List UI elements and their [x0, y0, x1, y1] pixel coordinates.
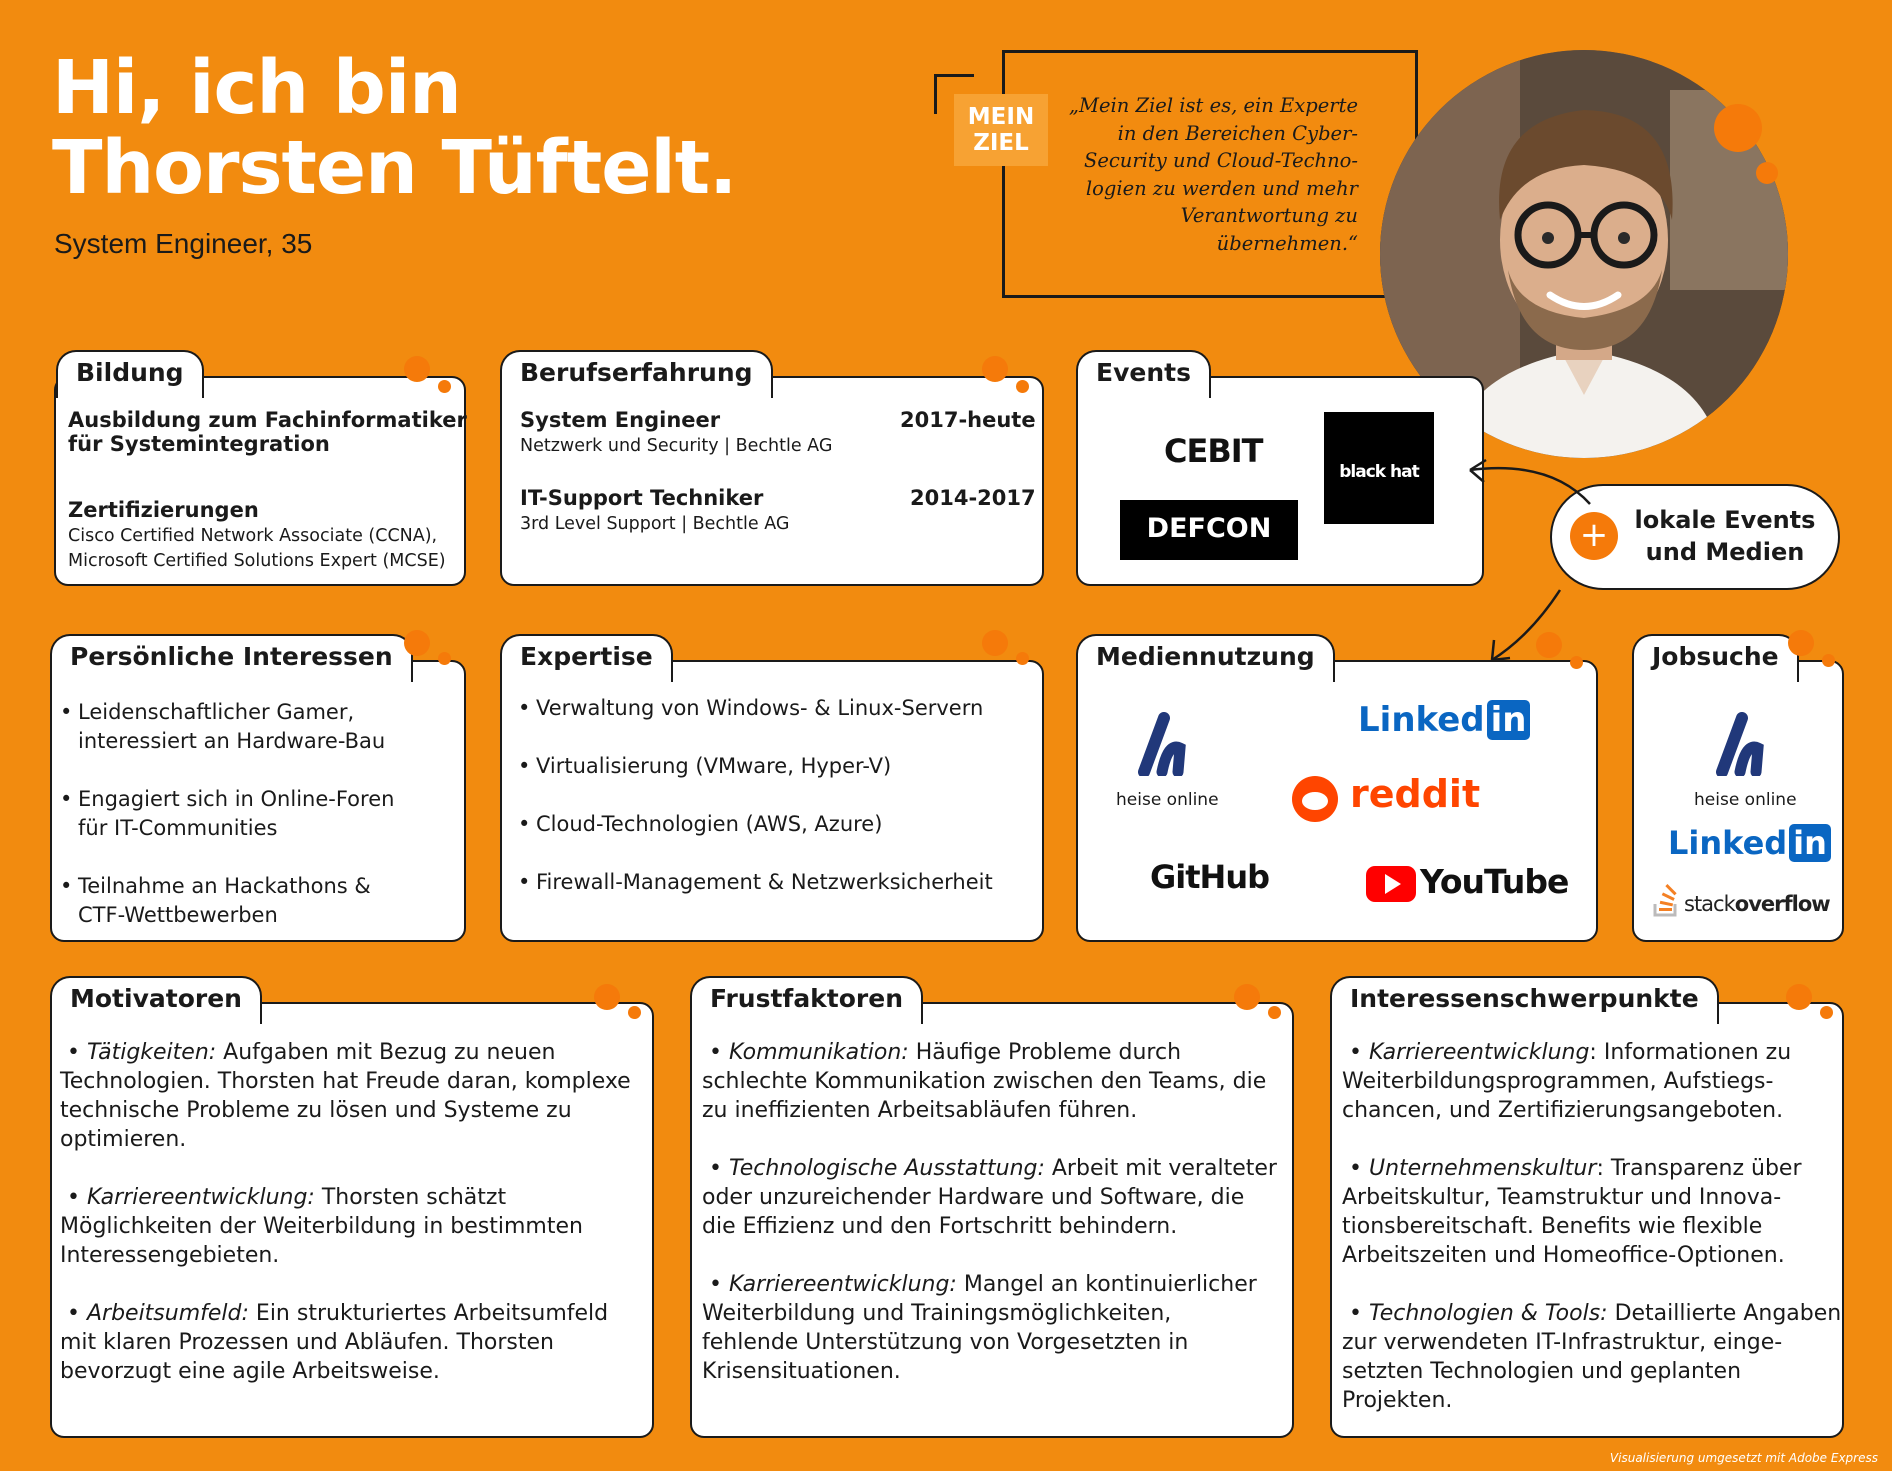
- bildung-cert-line: Microsoft Certified Solutions Expert (MCSE): [68, 551, 446, 571]
- decor-dot: [1756, 162, 1778, 184]
- decor-dot: [404, 630, 430, 656]
- list-item-line: CTF-Wettbewerben: [78, 903, 278, 927]
- decor-dot: [628, 1006, 641, 1019]
- interessen-list: [56, 698, 456, 930]
- bullet: •: [1342, 1040, 1369, 1065]
- bildung-degree: [68, 408, 467, 456]
- schwer-tab: Interessenschwerpunkte: [1330, 976, 1719, 1024]
- decor-dot: [1822, 654, 1835, 667]
- heise-icon: [1138, 712, 1192, 776]
- linkedin-in-badge: in: [1789, 824, 1831, 862]
- item-text: Ein strukturiertes Arbeitsumfeld: [248, 1301, 609, 1326]
- bildung-degree-line: Ausbildung zum Fachinformatiker: [68, 408, 467, 432]
- list-item-line: chancen, und Zertifizierungsangeboten.: [1342, 1098, 1784, 1123]
- decor-dot: [982, 630, 1008, 656]
- goal-tag-line-1: MEIN: [967, 104, 1035, 130]
- events-tab: Events: [1076, 350, 1211, 398]
- list-item-line: [60, 1038, 650, 1067]
- list-item-line: Möglichkeiten der Weiterbildung in bestimmten: [60, 1214, 583, 1239]
- job-detail: Netzwerk und Security | Bechtle AG: [520, 436, 833, 456]
- goal-tag: [954, 94, 1048, 166]
- frust-tab: Frustfaktoren: [690, 976, 923, 1024]
- heise-label: heise online: [1694, 790, 1797, 810]
- defcon-logo: [1120, 500, 1298, 560]
- blackhat-logo-text: black hat: [1339, 462, 1419, 482]
- list-item-line: technische Probleme zu lösen und Systeme zu: [60, 1098, 572, 1123]
- list-item-line: zu ineffizienten Arbeitsabläufen führen.: [702, 1098, 1138, 1123]
- schwer-list: [1342, 1038, 1842, 1415]
- decor-dot: [1786, 984, 1812, 1010]
- item-label: Technologien & Tools:: [1368, 1301, 1608, 1326]
- item-text: Arbeit mit veralteter: [1044, 1156, 1277, 1181]
- decor-dot: [1714, 104, 1762, 152]
- list-item-line: • Teilnahme an Hackathons &: [78, 874, 371, 898]
- list-item: [1342, 1154, 1842, 1270]
- youtube-logo: YouTube: [1420, 862, 1569, 901]
- job-role: IT-Support Techniker: [520, 486, 764, 510]
- list-item-line: Weiterbildung und Trainingsmöglichkeiten,: [702, 1301, 1172, 1326]
- list-item: [60, 1038, 650, 1154]
- decor-dot: [982, 356, 1008, 382]
- goal-quote-line: logien zu werden und mehr: [1085, 176, 1358, 200]
- list-item: • Firewall-Management & Netzwerksicherheit: [514, 868, 1034, 897]
- beruf-tab: Berufserfahrung: [500, 350, 773, 398]
- list-item: • Verwaltung von Windows- & Linux-Servern: [514, 694, 1034, 723]
- list-item-line: • Leidenschaftlicher Gamer,: [78, 700, 355, 724]
- lokale-line: und Medien: [1645, 538, 1805, 566]
- item-label: Tätigkeiten:: [86, 1040, 217, 1065]
- goal-quote: [1060, 92, 1358, 257]
- list-item-line: Interessengebieten.: [60, 1243, 280, 1268]
- subtitle: System Engineer, 35: [54, 228, 313, 259]
- heise-label: heise online: [1116, 790, 1219, 810]
- bullet: •: [702, 1040, 729, 1065]
- bildung-degree-line: für Systemintegration: [68, 432, 330, 456]
- stackoverflow-logo: [1684, 892, 1830, 916]
- item-label: Arbeitsumfeld:: [86, 1301, 249, 1326]
- defcon-logo-text: DEFCON: [1146, 513, 1272, 544]
- list-item-line: für IT-Communities: [78, 816, 278, 840]
- goal-tag-line-2: ZIEL: [973, 130, 1029, 156]
- title-line-2: Thorsten Tüftelt.: [52, 125, 737, 211]
- decor-dot: [438, 380, 451, 393]
- decor-dot: [1268, 1006, 1281, 1019]
- goal-quote-line: Verantwortung zu: [1180, 204, 1358, 227]
- goal-quote-line: in den Bereichen Cyber-: [1117, 121, 1358, 145]
- interessen-tab: Persönliche Interessen: [50, 634, 413, 682]
- item-text: : Transparenz über: [1596, 1156, 1802, 1181]
- item-label: Unternehmenskultur: [1368, 1156, 1597, 1181]
- item-text: Häufige Probleme durch: [908, 1040, 1182, 1065]
- connector-arrows: [1440, 440, 1620, 670]
- stackoverflow-text-2: overflow: [1734, 892, 1830, 916]
- list-item-line: mit klaren Prozessen und Abläufen. Thorsten: [60, 1330, 554, 1355]
- decor-dot: [1016, 652, 1029, 665]
- list-item: [60, 1183, 650, 1270]
- list-item-line: Technologien. Thorsten hat Freude daran, komplexe: [60, 1069, 631, 1094]
- linkedin-logo: [1358, 700, 1530, 740]
- expertise-tab: Expertise: [500, 634, 673, 682]
- list-item-line: [702, 1270, 1292, 1299]
- medien-tab: Mediennutzung: [1076, 634, 1335, 682]
- item-label: Kommunikation:: [728, 1040, 909, 1065]
- lokale-events-label: [1626, 504, 1824, 568]
- list-item: [60, 1299, 650, 1386]
- item-text: Aufgaben mit Bezug zu neuen: [216, 1040, 556, 1065]
- linkedin-text: Linked: [1358, 700, 1485, 740]
- list-item: [702, 1154, 1292, 1241]
- bullet: •: [702, 1156, 729, 1181]
- list-item-line: Weiterbildungsprogrammen, Aufstiegs-: [1342, 1069, 1774, 1094]
- list-item: [1342, 1038, 1842, 1125]
- bildung-tab: Bildung: [56, 350, 204, 398]
- list-item: [56, 785, 456, 843]
- list-item-line: [60, 1299, 650, 1328]
- frust-list: [702, 1038, 1292, 1386]
- decor-dot: [1016, 380, 1029, 393]
- bullet: •: [60, 1185, 87, 1210]
- decor-dot: [594, 984, 620, 1010]
- item-text: Thorsten schätzt: [314, 1185, 507, 1210]
- list-item-line: fehlende Unterstützung von Vorgesetzten in: [702, 1330, 1189, 1355]
- list-item-line: [60, 1183, 650, 1212]
- list-item-line: optimieren.: [60, 1127, 187, 1152]
- list-item-line: interessiert an Hardware-Bau: [78, 729, 386, 753]
- bullet: •: [60, 1301, 87, 1326]
- reddit-logo: reddit: [1350, 772, 1481, 816]
- bullet: •: [1342, 1156, 1369, 1181]
- bullet: •: [1342, 1301, 1369, 1326]
- decor-dot: [1820, 1006, 1833, 1019]
- plus-icon: +: [1570, 512, 1618, 560]
- title-line-1: Hi, ich bin: [52, 45, 461, 131]
- list-item-line: [1342, 1299, 1842, 1328]
- list-item: [56, 698, 456, 756]
- item-text: : Informationen zu: [1589, 1040, 1792, 1065]
- goal-quote-line: übernehmen.“: [1216, 231, 1358, 255]
- motivatoren-tab: Motivatoren: [50, 976, 262, 1024]
- list-item-line: [1342, 1038, 1842, 1067]
- item-text: Mangel an kontinuierlicher: [956, 1272, 1257, 1297]
- decor-dot: [438, 652, 451, 665]
- cebit-logo: CEBIT: [1164, 432, 1263, 470]
- decor-dot: [404, 356, 430, 382]
- expertise-list: [514, 694, 1034, 897]
- list-item: [1342, 1299, 1842, 1415]
- list-item-line: Arbeitskultur, Teamstruktur und Innova-: [1342, 1185, 1782, 1210]
- list-item-line: schlechte Kommunikation zwischen den Teams, die: [702, 1069, 1267, 1094]
- motivatoren-list: [60, 1038, 650, 1386]
- list-item-line: [702, 1154, 1292, 1183]
- goal-quote-line: „Mein Ziel ist es, ein Experte: [1068, 94, 1358, 117]
- bullet: •: [60, 1040, 87, 1065]
- page-title: [52, 45, 737, 211]
- linkedin-text: Linked: [1668, 824, 1788, 862]
- list-item-line: tionsbereitschaft. Benefits wie flexible: [1342, 1214, 1763, 1239]
- item-label: Karriereentwicklung:: [728, 1272, 957, 1297]
- bildung-cert-list: [68, 524, 446, 574]
- blackhat-logo: [1324, 412, 1434, 524]
- stackoverflow-icon: [1652, 884, 1680, 918]
- list-item: • Virtualisierung (VMware, Hyper-V): [514, 752, 1034, 781]
- youtube-icon: [1366, 866, 1416, 902]
- item-label: Karriereentwicklung:: [86, 1185, 315, 1210]
- list-item-line: oder unzureichender Hardware und Software, die: [702, 1185, 1245, 1210]
- lokale-line: lokale Events: [1634, 506, 1816, 534]
- jobsuche-tab: Jobsuche: [1632, 634, 1799, 682]
- linkedin-in-badge: in: [1487, 700, 1531, 740]
- item-label: Technologische Ausstattung:: [728, 1156, 1045, 1181]
- footer-credit: Visualisierung umgesetzt mit Adobe Express: [1609, 1451, 1878, 1465]
- job-period: 2014-2017: [910, 486, 1036, 510]
- bildung-cert-line: Cisco Certified Network Associate (CCNA),: [68, 526, 438, 546]
- list-item-line: die Effizienz und den Fortschritt behindern.: [702, 1214, 1178, 1239]
- list-item-line: [702, 1038, 1292, 1067]
- list-item-line: setzten Technologien und geplanten: [1342, 1359, 1742, 1384]
- list-item: [702, 1270, 1292, 1386]
- bildung-cert-title: Zertifizierungen: [68, 498, 259, 522]
- goal-quote-line: Security und Cloud-Techno-: [1083, 149, 1358, 172]
- decor-dot: [1788, 630, 1814, 656]
- list-item: [702, 1038, 1292, 1125]
- decor-dot: [1234, 984, 1260, 1010]
- list-item-line: Arbeitszeiten und Homeoffice-Optionen.: [1342, 1243, 1785, 1268]
- list-item-line: Projekten.: [1342, 1388, 1453, 1413]
- job-role: System Engineer: [520, 408, 721, 432]
- linkedin-logo: [1668, 824, 1831, 862]
- list-item-line: bevorzugt eine agile Arbeitsweise.: [60, 1359, 440, 1384]
- list-item: [56, 872, 456, 930]
- github-logo: GitHub: [1150, 858, 1269, 896]
- heise-icon: [1716, 712, 1770, 776]
- reddit-icon: [1292, 776, 1338, 822]
- list-item-line: Krisensituationen.: [702, 1359, 901, 1384]
- job-detail: 3rd Level Support | Bechtle AG: [520, 514, 790, 534]
- decor-dot: [1536, 632, 1562, 658]
- item-label: Karriereentwicklung: [1368, 1040, 1590, 1065]
- bullet: •: [702, 1272, 729, 1297]
- decor-dot: [1570, 656, 1583, 669]
- list-item-line: • Engagiert sich in Online-Foren: [78, 787, 395, 811]
- job-period: 2017-heute: [900, 408, 1036, 432]
- list-item-line: zur verwendeten IT-Infrastruktur, einge-: [1342, 1330, 1783, 1355]
- item-text: Detaillierte Angaben: [1607, 1301, 1842, 1326]
- list-item-line: [1342, 1154, 1842, 1183]
- stackoverflow-text-1: stack: [1684, 892, 1735, 916]
- list-item: • Cloud-Technologien (AWS, Azure): [514, 810, 1034, 839]
